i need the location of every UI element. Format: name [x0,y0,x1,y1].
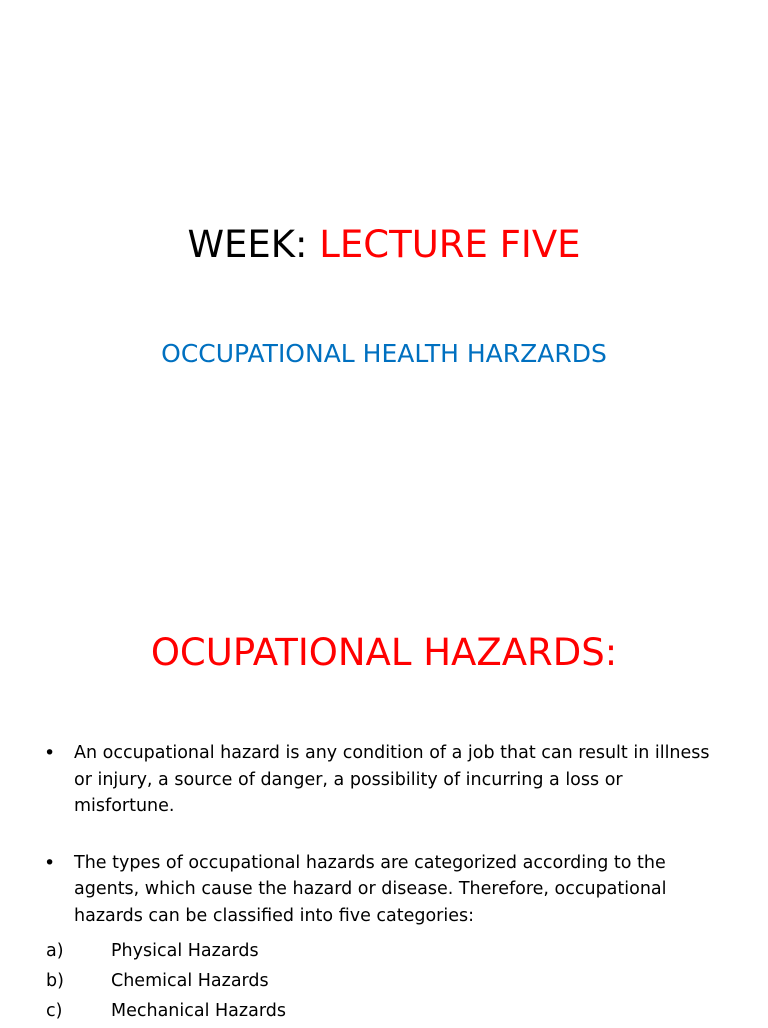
slide-occupational-hazards [0,576,768,1024]
bullet-item [0,850,768,930]
lecture-subtitle: OCCUPATIONAL HEALTH HARZARDS [161,339,607,368]
bullet-list [0,740,768,959]
category-label: Chemical Hazards [111,971,269,991]
category-label: Mechanical Hazards [111,1001,286,1021]
hazard-category-list [0,938,768,1028]
bullet-text: The types of occupational hazards are categorized according to the agents, which cause the hazard or disease. Therefore, occupational hazards can be classified into five categories: [74,852,667,926]
bullet-dot: • [44,851,56,874]
bullet-dot: • [44,742,56,764]
lecture-number: LECTURE FIVE [319,223,581,266]
section-title: OCUPATIONAL HAZARDS: [150,631,618,674]
hazard-category-item [0,968,768,998]
week-label: WEEK: [187,223,308,266]
category-marker: a) [46,941,64,961]
bullet-text: An occupational hazard is any condition of a job that can result in illness or injury, a source of danger, a possibility of incurring a loss or misfortune. [74,743,710,816]
category-label: Physical Hazards [111,941,259,961]
category-marker: c) [46,1001,63,1021]
bullet-item [0,740,768,820]
hazard-category-item [0,938,768,968]
lecture-title [0,222,768,268]
category-marker: b) [46,971,64,991]
